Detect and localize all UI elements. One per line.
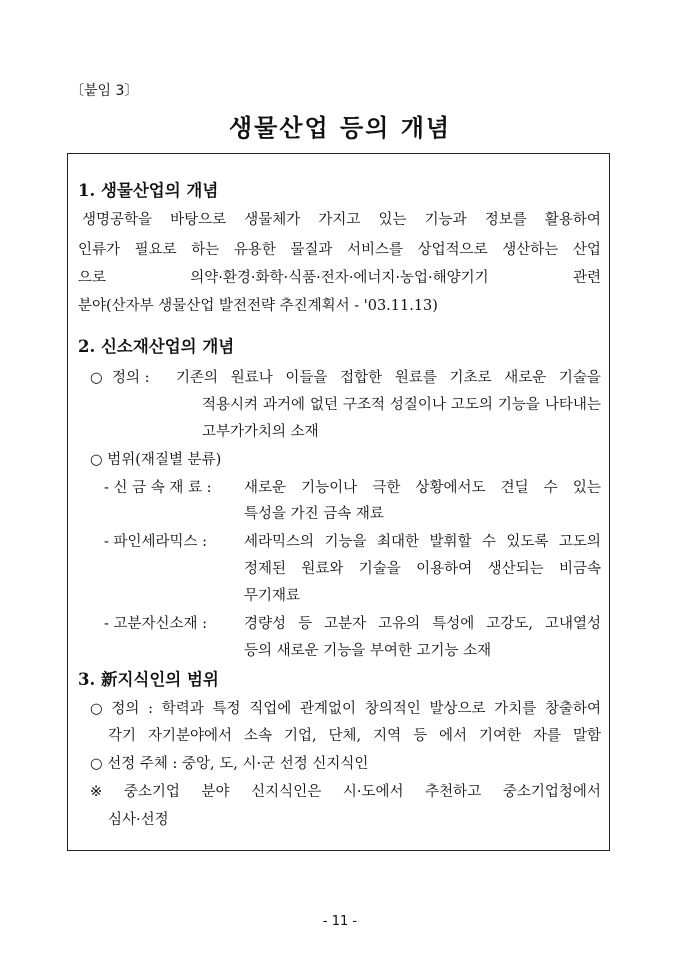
- section-3-item: ○ 선정 주체 : 중앙, 도, 시·군 선정 신지식인: [90, 756, 369, 772]
- scope-item-label: - 파인세라믹스 :: [104, 534, 208, 550]
- scope-item-line: 경량성 등 고분자 고유의 특성에 고강도, 고내열성: [244, 616, 601, 632]
- definition-line: 기존의 원료나 이들을 접합한 원료를 기초로 새로운 기술을: [176, 370, 601, 386]
- section-1-body-line: 인류가 필요로 하는 유용한 물질과 서비스를 상업적으로 생산하는 산업: [78, 242, 601, 258]
- section-1-body-line: 생명공학을 바탕으로 생물체가 가지고 있는 기능과 정보를 활용하여: [82, 212, 601, 228]
- scope-title: ○ 범위(재질별 분류): [90, 452, 222, 468]
- scope-item-line: 등의 새로운 기능을 부여한 고기능 소재: [244, 643, 492, 659]
- definition-line: 적용시켜 과거에 없던 구조적 성질이나 고도의 기능을 나타내는: [202, 397, 601, 413]
- section-2-heading: 2. 신소재산업의 개념: [78, 337, 235, 356]
- scope-item-line: 정제된 원료와 기술을 이용하여 생산되는 비금속: [244, 561, 601, 577]
- content-box: [67, 153, 610, 851]
- section-3-heading: 3. 新지식인의 범위: [78, 670, 219, 689]
- scope-item-line: 무기재료: [244, 588, 301, 604]
- scope-item-line: 새로운 기능이나 극한 상황에서도 견딜 수 있는: [244, 480, 601, 496]
- scope-item-label: - 고분자신소재 :: [104, 616, 208, 632]
- section-1-body-line: 으로 의약·환경·화학·식품·전자·에너지·농업·해양기기 관련: [78, 270, 601, 286]
- definition-line: 고부가가치의 소재: [202, 424, 319, 440]
- attachment-label: 〔붙임 3〕: [70, 83, 139, 99]
- section-1-body-line: 분야(산자부 생물산업 발전전략 추진계획서 - '03.11.13): [78, 298, 438, 314]
- section-3-note: 심사·선정: [108, 812, 169, 828]
- section-1-heading: 1. 생물산업의 개념: [78, 181, 219, 200]
- scope-item-label: - 신 금 속 재 료 :: [104, 480, 212, 496]
- definition-marker: ○: [90, 370, 103, 386]
- section-3-item: ○ 정의 : 학력과 특정 직업에 관계없이 창의적인 발상으로 가치를 창출하여: [90, 701, 601, 717]
- page-title: 생물산업 등의 개념: [228, 114, 452, 142]
- section-3-item: 각기 자기분야에서 소속 기업, 단체, 지역 등 에서 기여한 자를 말함: [108, 728, 601, 744]
- page-number: - 11 -: [322, 914, 358, 929]
- scope-item-line: 특성을 가진 금속 재료: [244, 506, 384, 522]
- scope-item-line: 세라믹스의 기능을 최대한 발휘할 수 있도록 고도의: [244, 534, 601, 550]
- definition-label: 정의 :: [112, 370, 150, 386]
- section-3-note: ※ 중소기업 분야 신지식인은 시·도에서 추천하고 중소기업청에서: [90, 784, 601, 800]
